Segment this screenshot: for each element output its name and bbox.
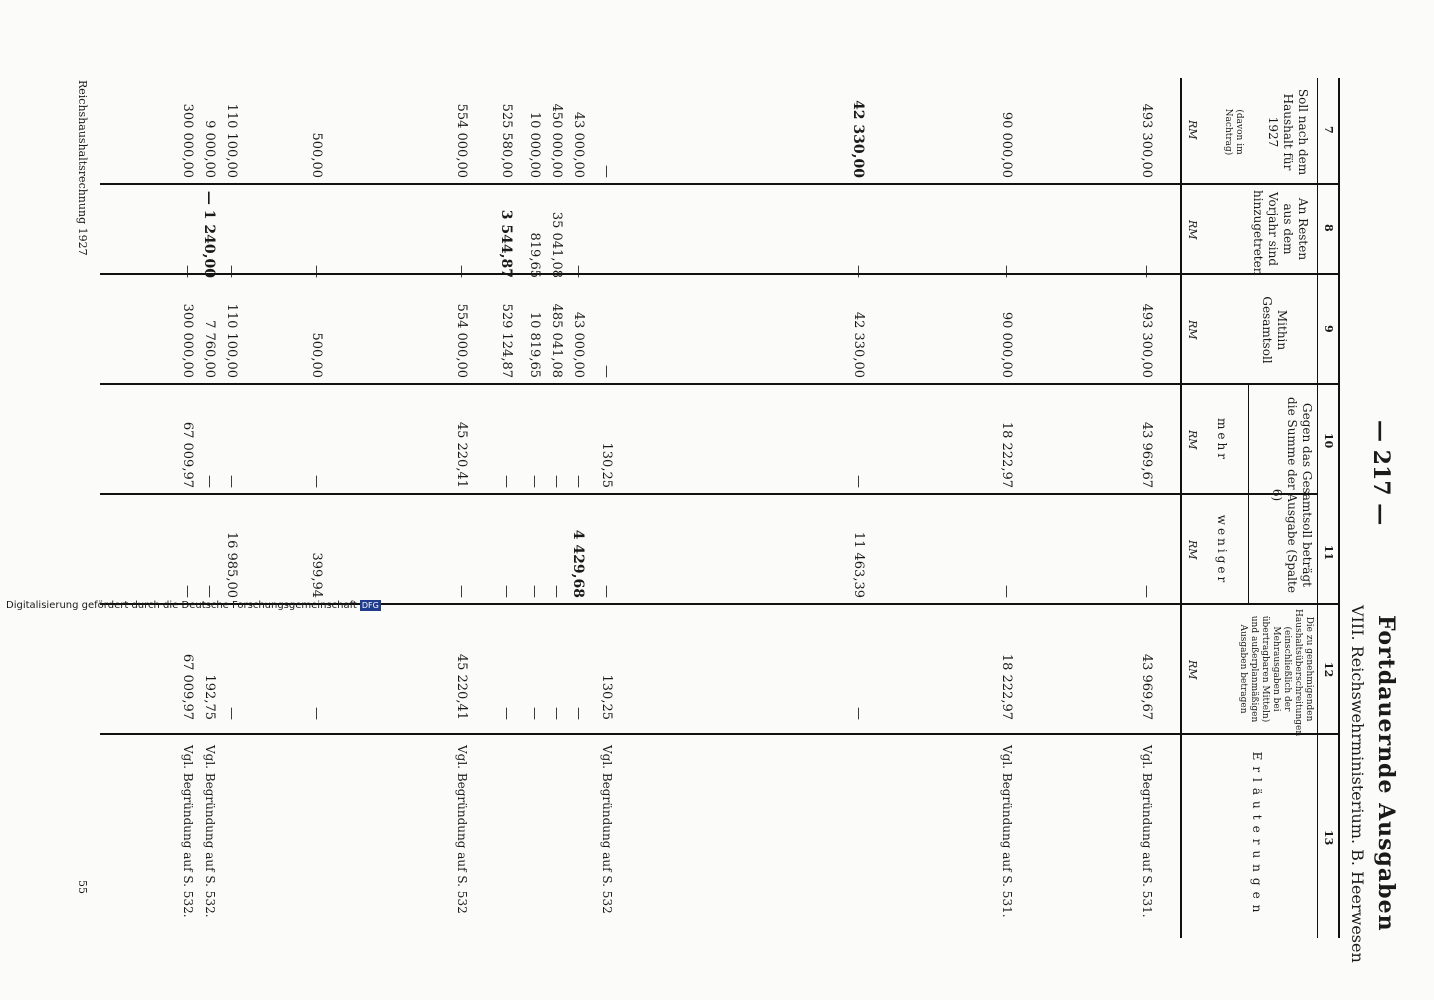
colnum-10: 10 <box>1322 433 1335 449</box>
page-number: — 217 — <box>1368 420 1394 526</box>
col12-header: Die zu genehmigenden Haushaltsüberschreitungen (einschließlich der Mehrausgaben bei übertragbaren Mitteln) und außerplanmäßigen Ausgaben betragen <box>1238 609 1314 737</box>
col9-cell: 485 041,08 <box>549 303 564 378</box>
col9-cell: 43 000,00 <box>571 311 586 378</box>
col8-cell: — <box>180 265 195 278</box>
col8-cell: — <box>454 265 469 278</box>
col10-11-header: Gegen das Gesamtsoll beträgt die Summe der Ausgabe (Spalte 6) <box>1270 397 1314 593</box>
dfg-logo: DFG <box>361 601 379 610</box>
col7-cell: 43 000,00 <box>571 111 586 178</box>
col12-cell: — <box>571 707 586 720</box>
col12-cell: 130,25 <box>599 674 614 720</box>
col7-cell: 554 000,00 <box>454 103 469 178</box>
col11-cell: — <box>549 585 564 598</box>
col12-cell: 18 222,97 <box>999 653 1014 720</box>
col11-cell: 4 429,68 <box>570 529 586 598</box>
footer-left: Reichshaushaltsrechnung 1927 <box>76 80 89 256</box>
col12-cell: — <box>499 707 514 720</box>
divider-10-11 <box>100 493 1318 495</box>
divider-12-13 <box>100 733 1340 735</box>
col7-cell: 42 330,00 <box>850 100 866 178</box>
col8-cell: — <box>309 265 324 278</box>
col9-cell: 529 124,87 <box>499 303 514 378</box>
col9-cell: 300 000,00 <box>180 303 195 378</box>
col9-cell: 7 760,00 <box>202 320 217 378</box>
col10-cell: — <box>202 475 217 488</box>
col13-note: Vgl. Begründung auf S. 532 <box>455 745 469 914</box>
col12-cell: 192,75 <box>202 674 217 720</box>
col13-header: Erläuterungen <box>1250 751 1264 919</box>
col8-cell: 3 544,87 <box>498 209 514 278</box>
col10-cell: 67 009,97 <box>180 421 195 488</box>
col7-cell: 300 000,00 <box>180 103 195 178</box>
divider-8-9 <box>100 273 1340 275</box>
col7-cell: 9 000,00 <box>202 120 217 178</box>
col13-note: Vgl. Begründung auf S. 532. <box>203 745 217 918</box>
col9-cell: — <box>599 365 614 378</box>
col12-cell: 45 220,41 <box>454 653 469 720</box>
col9-cell: 110 100,00 <box>224 303 239 378</box>
colnum-7: 7 <box>1322 126 1335 134</box>
digitization-note <box>6 600 381 611</box>
col8-cell: — <box>571 265 586 278</box>
col9-header: Mithin Gesamtsoll <box>1260 296 1289 364</box>
header-bottom-rule <box>1180 78 1182 938</box>
col8-cell: — <box>1139 265 1154 278</box>
col13-note: Vgl. Begründung auf S. 532 <box>600 745 614 914</box>
col8-header: An Resten aus dem Vorjahr sind hinzugetreten <box>1251 190 1310 276</box>
col11-cell: 11 463,39 <box>851 531 866 598</box>
col10-cell: — <box>224 475 239 488</box>
col10-cell: 43 969,67 <box>1139 421 1154 488</box>
col11-cell: — <box>499 585 514 598</box>
col13-note: Vgl. Begründung auf S. 531. <box>1140 745 1154 918</box>
subheader-rule-10-11 <box>1248 383 1249 603</box>
colnum-13: 13 <box>1322 830 1335 846</box>
col11-cell: — <box>527 585 542 598</box>
col9-cell: 90 000,00 <box>999 311 1014 378</box>
unit-label-10: RM <box>1186 430 1199 450</box>
col10-cell: — <box>499 475 514 488</box>
col10-cell: — <box>549 475 564 488</box>
colnum-9: 9 <box>1322 325 1335 333</box>
col10-cell: — <box>309 475 324 488</box>
colnum-11: 11 <box>1322 545 1335 561</box>
col11-cell: — <box>454 585 469 598</box>
col12-cell: 67 009,97 <box>180 653 195 720</box>
col9-cell: 500,00 <box>309 332 324 378</box>
unit-label-7: RM <box>1186 120 1199 140</box>
col11-cell: — <box>999 585 1014 598</box>
col11-cell: — <box>599 585 614 598</box>
col8-cell: 35 041,08 <box>549 211 564 278</box>
footer-right: 55 <box>76 880 89 894</box>
column-number-rule <box>1317 78 1318 938</box>
col8-cell: — 1 240,00 <box>201 190 217 278</box>
col9-cell: 554 000,00 <box>454 303 469 378</box>
col11-cell: 399,94 <box>309 552 324 598</box>
col7-note: (davon im Nachtrag) <box>1223 108 1244 156</box>
col11-cell: — <box>180 585 195 598</box>
col7-cell: 10 000,00 <box>527 111 542 178</box>
col8-cell: — <box>224 265 239 278</box>
page-subtitle: VIII. Reichswehrministerium. B. Heerwesen <box>1348 605 1367 963</box>
col12-cell: 43 969,67 <box>1139 653 1154 720</box>
divider-9-10 <box>100 383 1340 385</box>
table-top-rule <box>1338 78 1340 938</box>
page-title: Fortdauernde Ausgaben <box>1373 615 1399 932</box>
col12-cell: — <box>851 707 866 720</box>
col12-cell: — <box>549 707 564 720</box>
col8-cell: 819,65 <box>527 232 542 278</box>
col10-cell: 130,25 <box>599 442 614 488</box>
col11-cell: — <box>202 585 217 598</box>
col9-cell: 42 330,00 <box>851 311 866 378</box>
col7-cell: — <box>599 165 614 178</box>
col7-cell: 525 580,00 <box>499 103 514 178</box>
col9-cell: 493 300,00 <box>1139 303 1154 378</box>
col10-cell: 45 220,41 <box>454 421 469 488</box>
col13-note: Vgl. Begründung auf S. 532. <box>181 745 195 918</box>
col11-header: weniger <box>1215 514 1229 586</box>
col10-header: mehr <box>1215 418 1229 462</box>
divider-7-8 <box>100 183 1340 185</box>
colnum-12: 12 <box>1322 662 1335 678</box>
col11-cell: 16 985,00 <box>224 531 239 598</box>
colnum-8: 8 <box>1322 224 1335 232</box>
col10-cell: 18 222,97 <box>999 421 1014 488</box>
unit-label-9: RM <box>1186 320 1199 340</box>
col8-cell: — <box>851 265 866 278</box>
col11-cell: — <box>1139 585 1154 598</box>
col7-cell: 493 300,00 <box>1139 103 1154 178</box>
col10-cell: — <box>571 475 586 488</box>
col10-cell: — <box>527 475 542 488</box>
col9-cell: 10 819,65 <box>527 311 542 378</box>
col7-cell: 90 000,00 <box>999 111 1014 178</box>
col12-cell: — <box>224 707 239 720</box>
col12-cell: — <box>527 707 542 720</box>
col7-cell: 450 000,00 <box>549 103 564 178</box>
unit-label-12: RM <box>1186 660 1199 680</box>
col7-cell: 500,00 <box>309 132 324 178</box>
unit-label-8: RM <box>1186 220 1199 240</box>
digitization-note-text: Digitalisierung gefördert durch die Deutsche Forschungsgemeinschaft <box>6 600 357 611</box>
col12-cell: — <box>309 707 324 720</box>
unit-label-11: RM <box>1186 540 1199 560</box>
col13-note: Vgl. Begründung auf S. 531. <box>1000 745 1014 918</box>
col7-header: Soll nach dem Haushalt für 1927 <box>1266 88 1310 176</box>
col8-cell: — <box>999 265 1014 278</box>
col10-cell: — <box>851 475 866 488</box>
col7-cell: 110 100,00 <box>224 103 239 178</box>
